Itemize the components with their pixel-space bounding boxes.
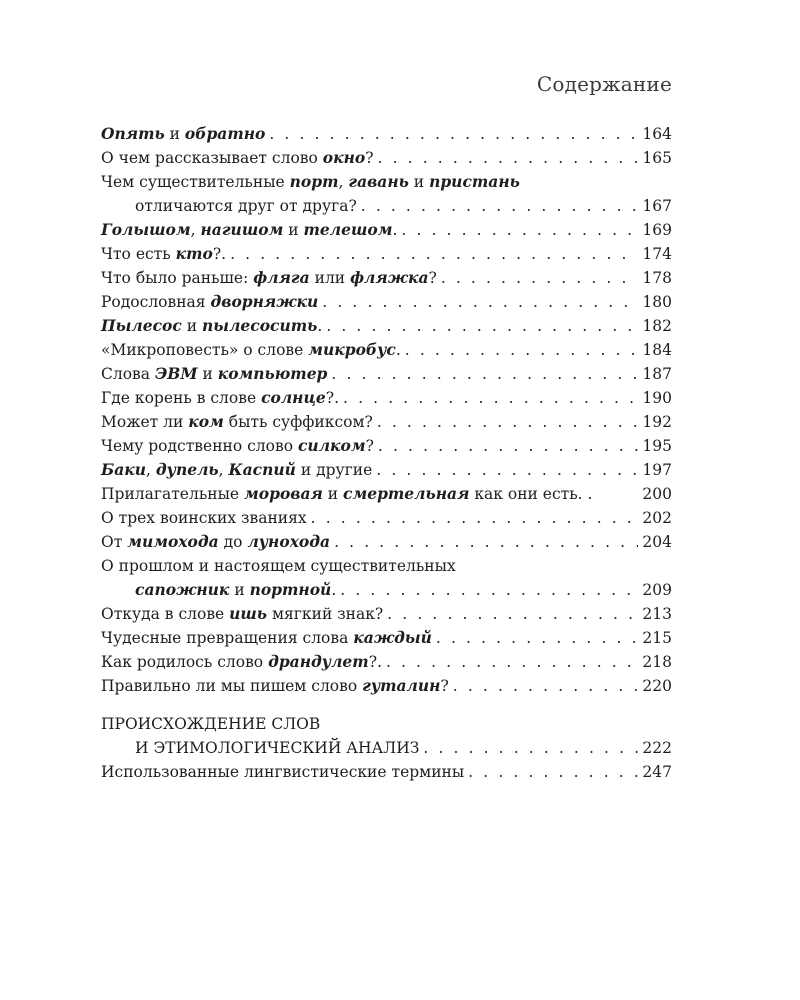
dot-leader: [441, 266, 638, 290]
dot-leader: [269, 122, 638, 146]
toc-entry[interactable]: [101, 314, 672, 338]
toc-text: От: [101, 533, 128, 551]
dot-leader: [376, 458, 638, 482]
toc-title: [101, 760, 464, 784]
toc-entry[interactable]: [101, 338, 672, 362]
toc-text: .: [331, 581, 337, 599]
toc-text: О прошлом и настоящем существительных: [101, 557, 456, 575]
toc-text: и: [408, 173, 430, 191]
dot-leader: [311, 506, 638, 530]
dot-leader: [453, 674, 638, 698]
page-number: 209: [642, 581, 672, 599]
dot-leader: [468, 760, 638, 784]
toc-text: ПРОИСХОЖДЕНИЕ СЛОВ: [101, 715, 321, 733]
toc-text: Прилагательные: [101, 485, 245, 503]
toc-entry[interactable]: [101, 386, 672, 410]
dot-leader: [378, 146, 638, 170]
toc-term: силком: [297, 436, 366, 455]
toc-term: моровая: [244, 484, 323, 503]
toc-entry[interactable]: [101, 434, 672, 458]
toc-text: Чудесные превращения слова: [101, 629, 354, 647]
toc-term: дупель: [155, 460, 219, 479]
toc-text: и: [164, 125, 185, 143]
page-number: 164: [642, 125, 672, 143]
toc-entry[interactable]: [101, 530, 672, 554]
toc-entry[interactable]: [101, 650, 672, 674]
toc-text: и: [181, 317, 203, 335]
dot-leader: [405, 338, 638, 362]
toc-term: пылесосить: [202, 316, 318, 335]
toc-term: обратно: [184, 124, 266, 143]
page-number: 187: [642, 365, 672, 383]
toc-title-line: [101, 712, 672, 736]
toc-text: ?: [365, 437, 374, 455]
toc-term: Голышом: [101, 220, 191, 239]
toc-term: солнце: [261, 388, 326, 407]
toc-term: Каспий: [228, 460, 296, 479]
page-number: 202: [642, 509, 672, 527]
page-number: 220: [642, 677, 672, 695]
toc-entry[interactable]: [101, 146, 672, 170]
toc-term: фляжка: [350, 268, 429, 287]
toc-title: [101, 506, 307, 530]
toc-title: [101, 218, 397, 242]
toc-text: мягкий знак?: [267, 605, 384, 623]
toc-term: пристань: [429, 172, 520, 191]
toc-title: [101, 290, 318, 314]
dot-leader: [230, 242, 638, 266]
toc-text: Может ли: [101, 413, 189, 431]
toc-term: гуталин: [362, 676, 441, 695]
page-number: 204: [642, 533, 672, 551]
page-number: 178: [642, 269, 672, 287]
toc-text: Чему родственно слово: [101, 437, 298, 455]
toc-title-line: [101, 170, 672, 194]
toc-term: нагишом: [200, 220, 284, 239]
toc-text: ,: [218, 461, 229, 479]
toc-text: как они есть. .: [469, 485, 593, 503]
toc-term: телешом: [303, 220, 393, 239]
toc-text: .: [317, 317, 323, 335]
page-number: 174: [642, 245, 672, 263]
toc-entry[interactable]: [101, 674, 672, 698]
toc-text: ?: [440, 677, 449, 695]
toc-entry[interactable]: [101, 760, 672, 784]
toc-title: [101, 386, 339, 410]
dot-leader: [436, 626, 638, 650]
toc-entry[interactable]: [101, 170, 672, 218]
page-number: 180: [642, 293, 672, 311]
page-number: 184: [642, 341, 672, 359]
page-number: 218: [642, 653, 672, 671]
dot-leader: [334, 530, 638, 554]
toc-term: фляга: [253, 268, 310, 287]
table-of-contents: [101, 122, 672, 784]
toc-text: или: [309, 269, 351, 287]
page-number: 222: [642, 739, 672, 757]
dot-leader: [423, 736, 638, 760]
toc-entry[interactable]: [101, 266, 672, 290]
toc-title: [101, 434, 374, 458]
toc-entry[interactable]: [101, 242, 672, 266]
toc-text: О трех воинских званиях: [101, 509, 307, 527]
toc-term: гавань: [348, 172, 409, 191]
toc-text: и другие: [295, 461, 373, 479]
toc-title: [101, 458, 372, 482]
page-number: 213: [642, 605, 672, 623]
dot-leader: [343, 386, 638, 410]
toc-text: ,: [146, 461, 156, 479]
toc-term: Баки: [101, 460, 147, 479]
dot-leader: [377, 410, 638, 434]
toc-title: [101, 410, 373, 434]
toc-text: И ЭТИМОЛОГИЧЕСКИЙ АНАЛИЗ: [135, 739, 420, 757]
toc-term: портной: [249, 580, 332, 599]
page-number: 169: [642, 221, 672, 239]
toc-title: [101, 338, 401, 362]
dot-leader: [340, 578, 638, 602]
toc-title: [101, 122, 265, 146]
toc-term: ком: [188, 412, 224, 431]
toc-title: [101, 362, 327, 386]
dot-leader: [387, 602, 638, 626]
toc-term: микробус: [308, 340, 396, 359]
toc-entry[interactable]: [101, 410, 672, 434]
toc-entry[interactable]: [101, 362, 672, 386]
toc-term: ЭВМ: [154, 364, 198, 383]
page-number: 182: [642, 317, 672, 335]
toc-text: ?.: [368, 653, 382, 671]
toc-title: [101, 146, 374, 170]
toc-text: и: [229, 581, 250, 599]
page-title: Содержание: [536, 72, 672, 96]
toc-text: Откуда в слове: [101, 605, 230, 623]
toc-text: ?.: [325, 389, 340, 407]
toc-text: ,: [338, 173, 349, 191]
toc-text: ?: [365, 149, 374, 167]
page-number: 197: [642, 461, 672, 479]
toc-text: Правильно ли мы пишем слово: [101, 677, 363, 695]
toc-text: Что есть: [101, 245, 176, 263]
toc-term: окно: [322, 148, 366, 167]
dot-leader: [386, 650, 638, 674]
toc-text: Родословная: [101, 293, 211, 311]
dot-leader: [326, 314, 638, 338]
toc-title: [101, 650, 382, 674]
toc-entry[interactable]: [101, 290, 672, 314]
toc-title: [101, 482, 592, 506]
toc-entry[interactable]: [101, 602, 672, 626]
toc-entry[interactable]: [101, 482, 672, 506]
toc-term: смертельная: [343, 484, 470, 503]
toc-term: сапожник: [135, 580, 230, 599]
toc-text: и: [322, 485, 344, 503]
toc-section-entry[interactable]: [101, 712, 672, 760]
toc-term: драндулет: [268, 652, 369, 671]
toc-entry[interactable]: [101, 506, 672, 530]
toc-term: каждый: [353, 628, 432, 647]
toc-entry[interactable]: [101, 218, 672, 242]
toc-title: [101, 602, 383, 626]
toc-title: [101, 674, 449, 698]
toc-term: лунохода: [247, 532, 331, 551]
toc-title: [101, 530, 330, 554]
toc-entry[interactable]: [101, 458, 672, 482]
toc-entry[interactable]: [101, 626, 672, 650]
toc-text: Использованные лингвистические термины: [101, 763, 465, 781]
toc-text: ?: [428, 269, 437, 287]
toc-text: Как родилось слово: [101, 653, 269, 671]
toc-title: [135, 194, 357, 218]
toc-title: [101, 266, 437, 290]
toc-text: О чем рассказывает слово: [101, 149, 323, 167]
page-number: 192: [642, 413, 672, 431]
dot-leader: [331, 362, 638, 386]
page-number: 247: [642, 763, 672, 781]
toc-text: ,: [190, 221, 201, 239]
toc-text: Чем существительные: [101, 173, 290, 191]
toc-term: мимохода: [127, 532, 219, 551]
toc-entry[interactable]: [101, 554, 672, 602]
page-number: 215: [642, 629, 672, 647]
page-number: 200: [642, 485, 672, 503]
toc-term: Опять: [101, 124, 165, 143]
dot-leader: [322, 290, 638, 314]
dot-leader: [378, 434, 638, 458]
toc-text: Где корень в слове: [101, 389, 262, 407]
toc-title: [101, 314, 322, 338]
page-number: 190: [642, 389, 672, 407]
toc-text: ?.: [212, 245, 227, 263]
toc-term: кто: [175, 244, 213, 263]
toc-text: до: [218, 533, 248, 551]
toc-title: [101, 626, 432, 650]
page-number: 195: [642, 437, 672, 455]
page-number: 167: [642, 197, 672, 215]
toc-text: .: [395, 341, 401, 359]
toc-term: порт: [289, 172, 339, 191]
toc-text: Слова: [101, 365, 155, 383]
toc-text: «Микроповесть» о слове: [101, 341, 309, 359]
toc-title: [135, 736, 419, 760]
toc-entry[interactable]: [101, 122, 672, 146]
page-number: 165: [642, 149, 672, 167]
toc-text: и: [283, 221, 304, 239]
toc-term: Пылесос: [101, 316, 182, 335]
toc-term: ишь: [229, 604, 268, 623]
toc-term: компьютер: [217, 364, 328, 383]
toc-text: отличаются друг от друга?: [135, 197, 357, 215]
dot-leader: [401, 218, 638, 242]
dot-leader: [361, 194, 638, 218]
toc-text: Что было раньше:: [101, 269, 254, 287]
toc-title: [101, 242, 226, 266]
toc-text: быть суффиксом?: [223, 413, 373, 431]
toc-title: [135, 578, 336, 602]
toc-text: и: [197, 365, 218, 383]
toc-text: .: [392, 221, 398, 239]
toc-title-line: [101, 554, 672, 578]
toc-term: дворняжки: [210, 292, 319, 311]
